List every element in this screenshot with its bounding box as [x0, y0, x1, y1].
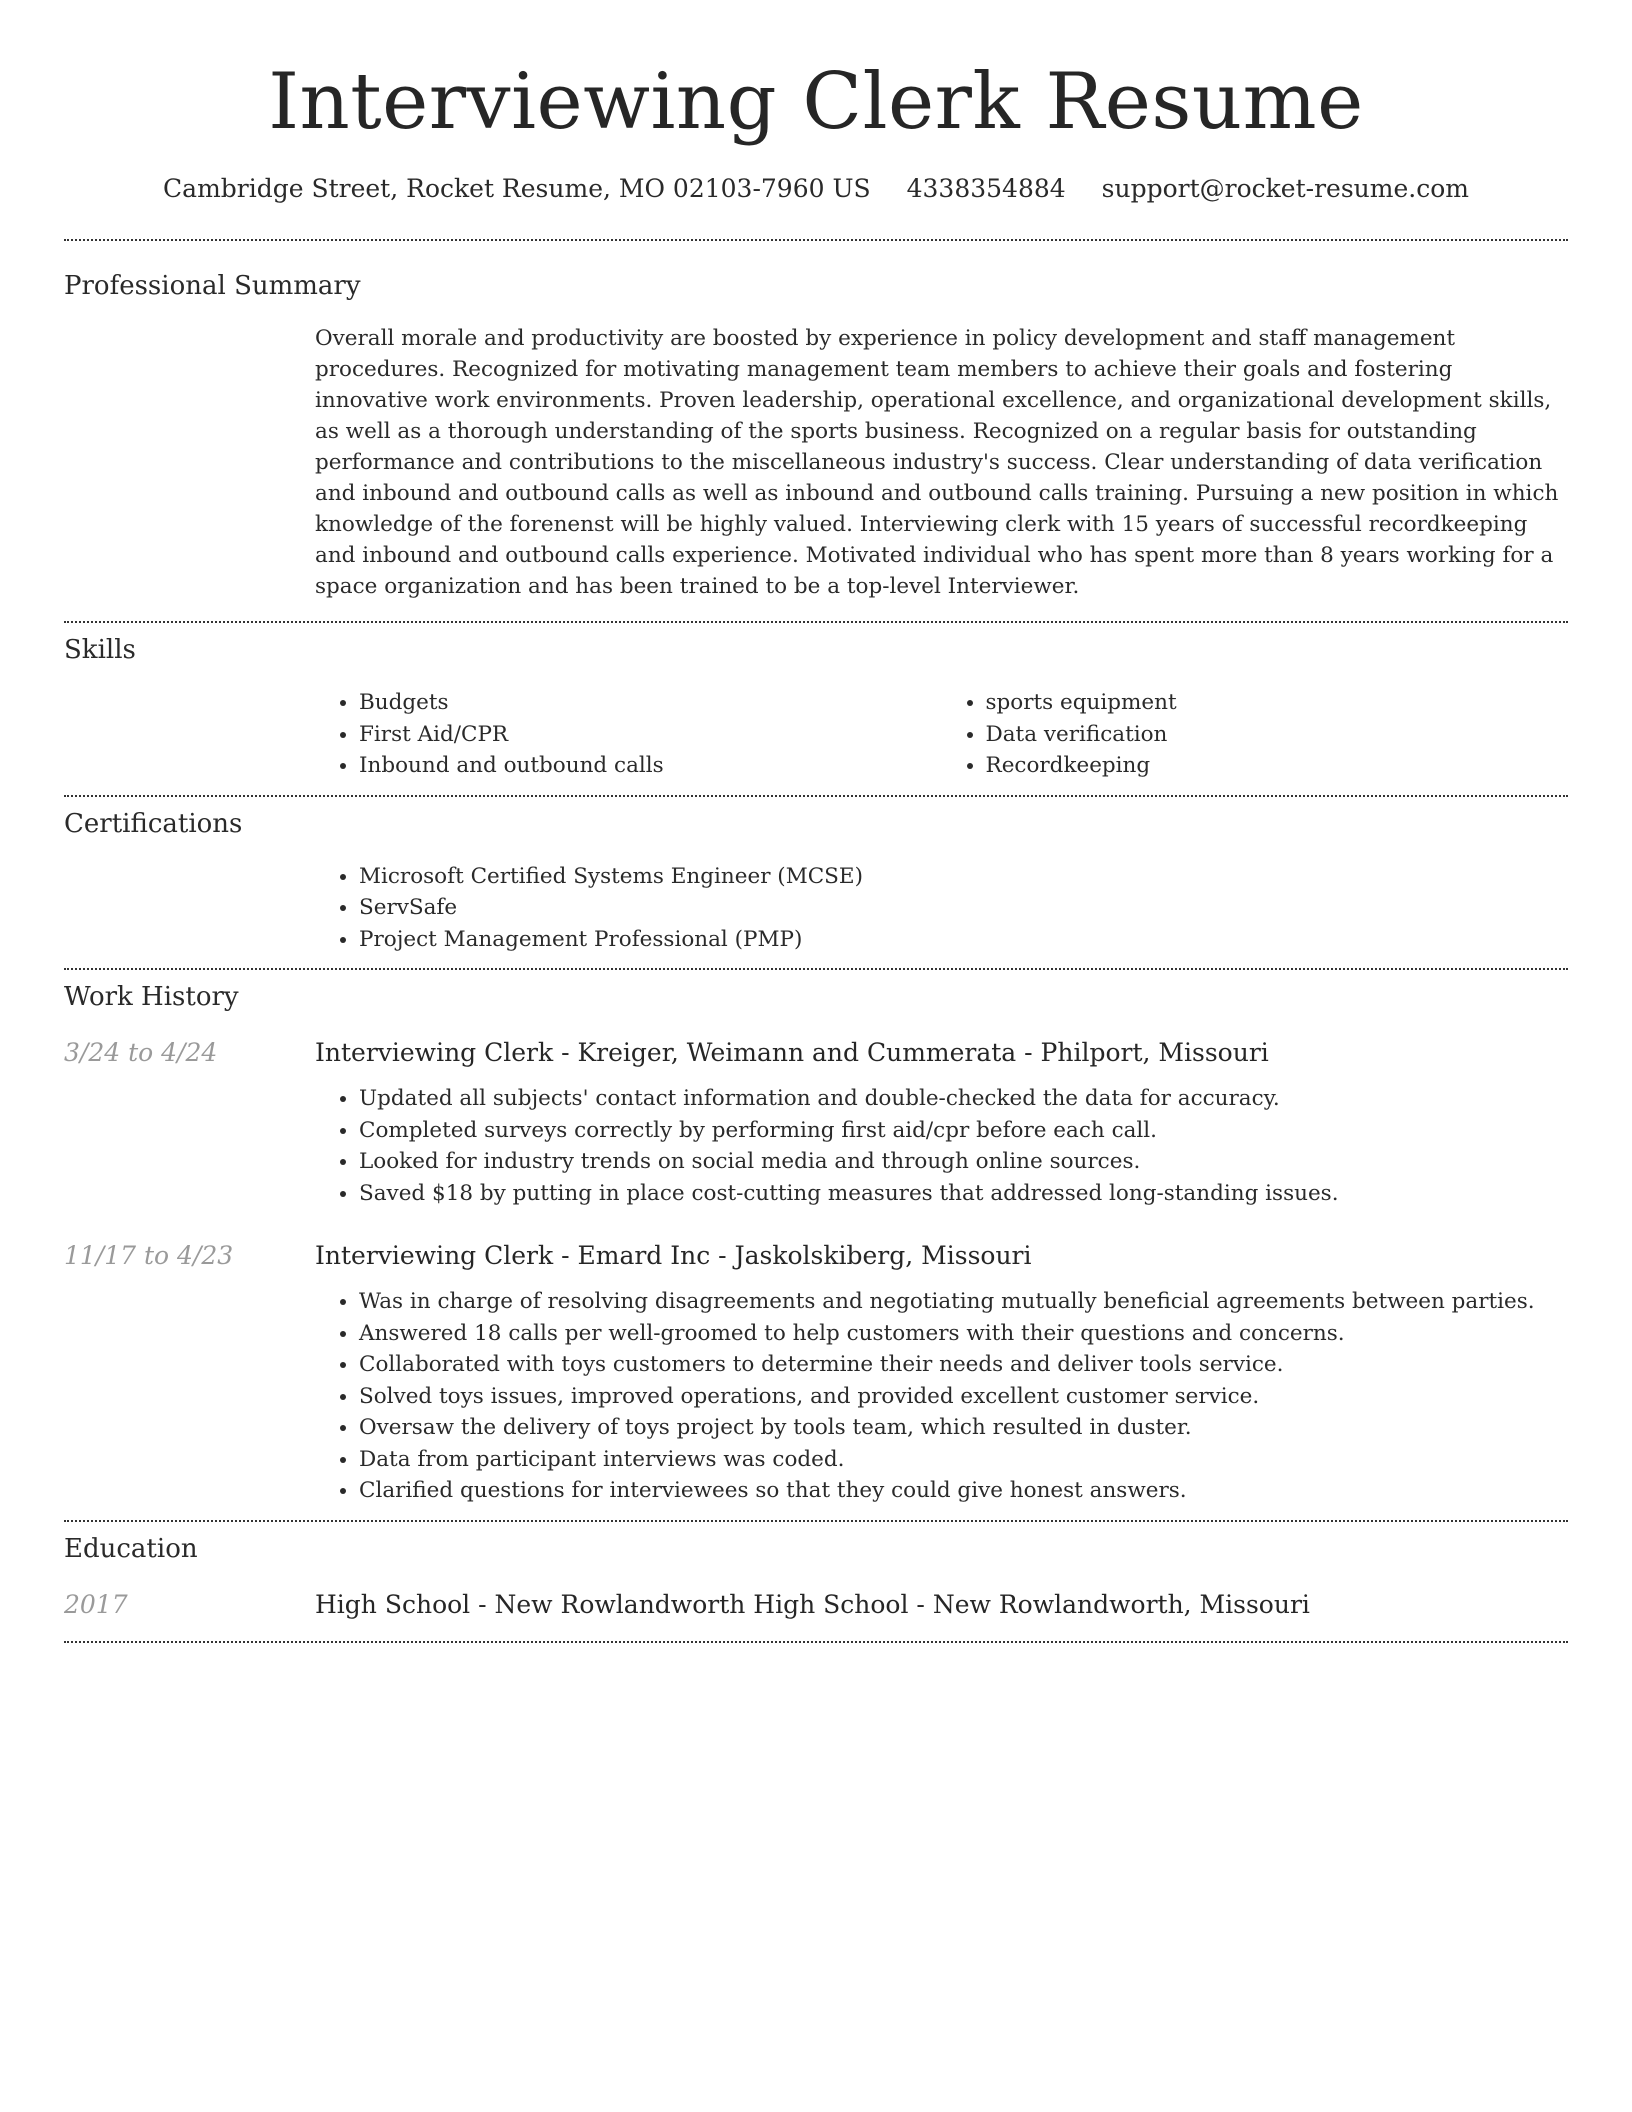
- summary-text: Overall morale and productivity are boosted by experience in policy development and staff management procedures. Recognized for motivating management team members to achieve their goals and fostering innovative work environments. Proven leadership, operational excellence, and organizational development skills, as well as a thorough understanding of the sports business. Recognized on a regular basis for outstanding performance and contributions to the miscellaneous industry's success. Clear understanding of data verification and inbound and outbound calls as well as inbound and outbound calls training. Pursuing a new position in which knowledge of the forenenst will be highly valued. Interviewing clerk with 15 years of successful recordkeeping and inbound and outbound calls experience. Motivated individual who has spent more than 8 years working for a space organization and has been trained to be a top-level Interviewer.: [315, 326, 1559, 599]
- education-entry: [64, 1588, 1568, 1622]
- work-section: [64, 970, 1568, 1507]
- summary-section: [64, 241, 1568, 602]
- certifications-body: [315, 861, 1568, 956]
- certifications-heading: Certifications: [64, 808, 243, 839]
- skill-item: • sports equipment: [986, 687, 1569, 719]
- job-dates: 11/17 to 4/23: [64, 1241, 234, 1270]
- job-bullet: • Saved $18 by putting in place cost-cutting measures that addressed long-standing issues.: [359, 1178, 1568, 1210]
- job-bullet: • Oversaw the delivery of toys project by tools team, which resulted in duster.: [359, 1412, 1568, 1444]
- job-bullet: • Data from participant interviews was coded.: [359, 1444, 1568, 1476]
- resume-header: [0, 0, 1632, 206]
- education-title: High School - New Rowlandworth High School - New Rowlandworth, Missouri: [315, 1589, 1310, 1619]
- job-entry: [64, 1036, 1568, 1209]
- skills-section: [64, 623, 1568, 782]
- job-bullet: • Was in charge of resolving disagreements and negotiating mutually beneficial agreements between parties.: [359, 1286, 1568, 1318]
- work-heading: Work History: [64, 982, 239, 1012]
- skill-item: • Budgets: [359, 687, 942, 719]
- contact-phone: 4338354884: [906, 174, 1066, 203]
- skill-item: • Inbound and outbound calls: [359, 750, 942, 782]
- skill-item: • First Aid/CPR: [359, 719, 942, 751]
- job-bullet: • Solved toys issues, improved operations, and provided excellent customer service.: [359, 1381, 1568, 1413]
- job-bullet: • Clarified questions for interviewees so that they could give honest answers.: [359, 1475, 1568, 1507]
- skill-item: • Recordkeeping: [986, 750, 1569, 782]
- certification-item: • Microsoft Certified Systems Engineer (MCSE): [359, 861, 1568, 893]
- job-dates: 3/24 to 4/24: [64, 1038, 218, 1067]
- skills-list-right: [942, 687, 1569, 782]
- certification-item: • Project Management Professional (PMP): [359, 924, 1568, 956]
- job-title: Interviewing Clerk - Emard Inc - Jaskolskiberg, Missouri: [315, 1241, 1032, 1270]
- summary-heading: Professional Summary: [64, 271, 361, 301]
- job-details: [315, 1239, 1568, 1507]
- job-bullet: • Answered 18 calls per well-groomed to help customers with their questions and concerns.: [359, 1318, 1568, 1350]
- skills-heading: Skills: [64, 635, 136, 665]
- skills-list-left: [315, 687, 942, 782]
- certifications-section: [64, 797, 1568, 956]
- certifications-list: [315, 861, 1568, 956]
- job-bullets: [315, 1286, 1568, 1507]
- job-bullets: [315, 1083, 1568, 1209]
- contact-address: Cambridge Street, Rocket Resume, MO 02103-7960 US: [163, 174, 871, 203]
- job-details: [315, 1036, 1568, 1209]
- job-bullet: • Looked for industry trends on social media and through online sources.: [359, 1146, 1568, 1178]
- skills-grid: [315, 687, 1568, 782]
- job-entry: [64, 1239, 1568, 1507]
- job-title: Interviewing Clerk - Kreiger, Weimann and Cummerata - Philport, Missouri: [315, 1038, 1269, 1067]
- education-details: [315, 1588, 1568, 1622]
- resume-title: Interviewing Clerk Resume: [268, 57, 1364, 147]
- skill-item: • Data verification: [986, 719, 1569, 751]
- job-bullet: • Updated all subjects' contact information and double-checked the data for accuracy.: [359, 1083, 1568, 1115]
- certification-item: • ServSafe: [359, 892, 1568, 924]
- contact-line: [0, 172, 1632, 206]
- education-heading: Education: [64, 1533, 198, 1564]
- education-section: [64, 1522, 1568, 1622]
- divider: [64, 1641, 1568, 1643]
- job-bullet: • Collaborated with toys customers to determine their needs and deliver tools service.: [359, 1349, 1568, 1381]
- contact-email: support@rocket-resume.com: [1101, 174, 1469, 203]
- job-bullet: • Completed surveys correctly by performing first aid/cpr before each call.: [359, 1115, 1568, 1147]
- education-date: 2017: [64, 1589, 128, 1619]
